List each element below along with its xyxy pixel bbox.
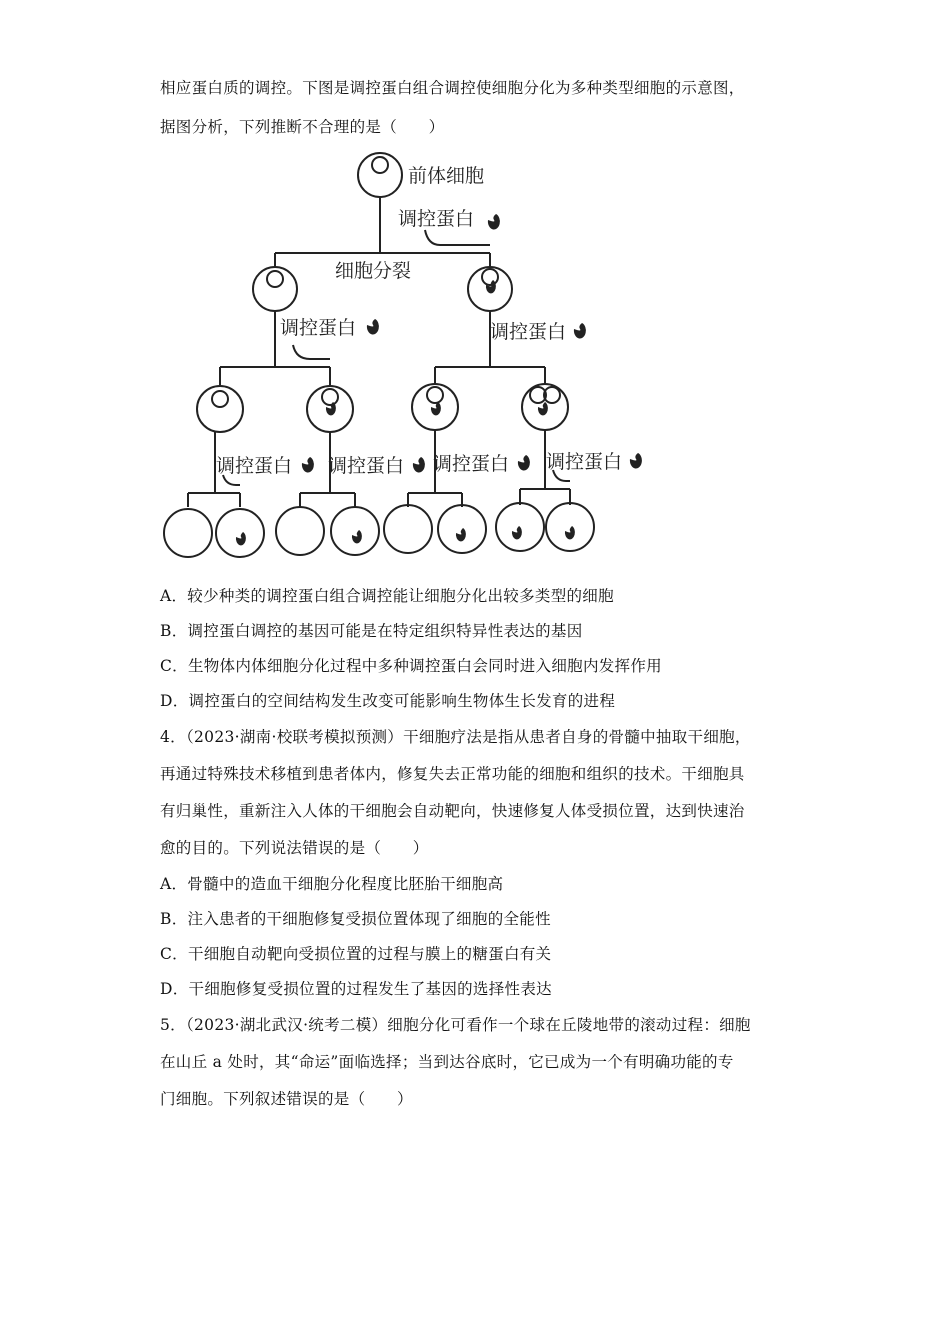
q4-option-a: A．骨髓中的造血干细胞分化程度比胚胎干细胞高 bbox=[160, 875, 504, 893]
regulator-label-5: 调控蛋白 bbox=[328, 455, 405, 477]
cell-differentiation-diagram bbox=[150, 145, 650, 565]
q5-stem-line-3: 门细胞。下列叙述错误的是（ ） bbox=[160, 1090, 413, 1108]
q4-option-d: D．干细胞修复受损位置的过程发生了基因的选择性表达 bbox=[160, 980, 552, 998]
q4-option-c: C．干细胞自动靶向受损位置的过程与膜上的糖蛋白有关 bbox=[160, 945, 552, 963]
regulator-label-7: 调控蛋白 bbox=[546, 451, 623, 473]
q4-stem-line-4: 愈的目的。下列说法错误的是（ ） bbox=[160, 839, 429, 857]
cell-division-label: 细胞分裂 bbox=[335, 260, 412, 282]
q4-stem-line-1: 4．（2023·湖南·校联考模拟预测）干细胞疗法是指从患者自身的骨髓中抽取干细胞， bbox=[160, 728, 751, 746]
q3-option-b: B．调控蛋白调控的基因可能是在特定组织特异性表达的基因 bbox=[160, 622, 583, 640]
intro-line-1: 相应蛋白质的调控。下图是调控蛋白组合调控使细胞分化为多种类型细胞的示意图， bbox=[160, 79, 745, 97]
q3-option-c: C．生物体内体细胞分化过程中多种调控蛋白会同时进入细胞内发挥作用 bbox=[160, 657, 662, 675]
regulator-label-1: 调控蛋白 bbox=[398, 208, 475, 230]
precursor-cell-label: 前体细胞 bbox=[408, 165, 485, 187]
q4-stem-line-3: 有归巢性，重新注入人体的干细胞会自动靶向，快速修复人体受损位置，达到快速治 bbox=[160, 802, 745, 820]
q4-stem-line-2: 再通过特殊技术移植到患者体内，修复失去正常功能的细胞和组织的技术。干细胞具 bbox=[160, 765, 745, 783]
q3-option-d: D．调控蛋白的空间结构发生改变可能影响生物体生长发育的进程 bbox=[160, 692, 616, 710]
q3-option-a: A．较少种类的调控蛋白组合调控能让细胞分化出较多类型的细胞 bbox=[160, 587, 614, 605]
q4-option-b: B．注入患者的干细胞修复受损位置体现了细胞的全能性 bbox=[160, 910, 551, 928]
q5-stem-line-2: 在山丘 a 处时，其“命运”面临选择；当到达谷底时，它已成为一个有明确功能的专 bbox=[160, 1053, 734, 1071]
regulator-label-4: 调控蛋白 bbox=[216, 455, 293, 477]
q5-stem-line-1: 5．（2023·湖北武汉·统考二模）细胞分化可看作一个球在丘陵地带的滚动过程：细胞 bbox=[160, 1016, 751, 1034]
regulator-label-6: 调控蛋白 bbox=[433, 453, 510, 475]
regulator-label-3: 调控蛋白 bbox=[490, 321, 567, 343]
intro-line-2: 据图分析，下列推断不合理的是（ ） bbox=[160, 118, 445, 136]
regulator-label-2: 调控蛋白 bbox=[280, 317, 357, 339]
